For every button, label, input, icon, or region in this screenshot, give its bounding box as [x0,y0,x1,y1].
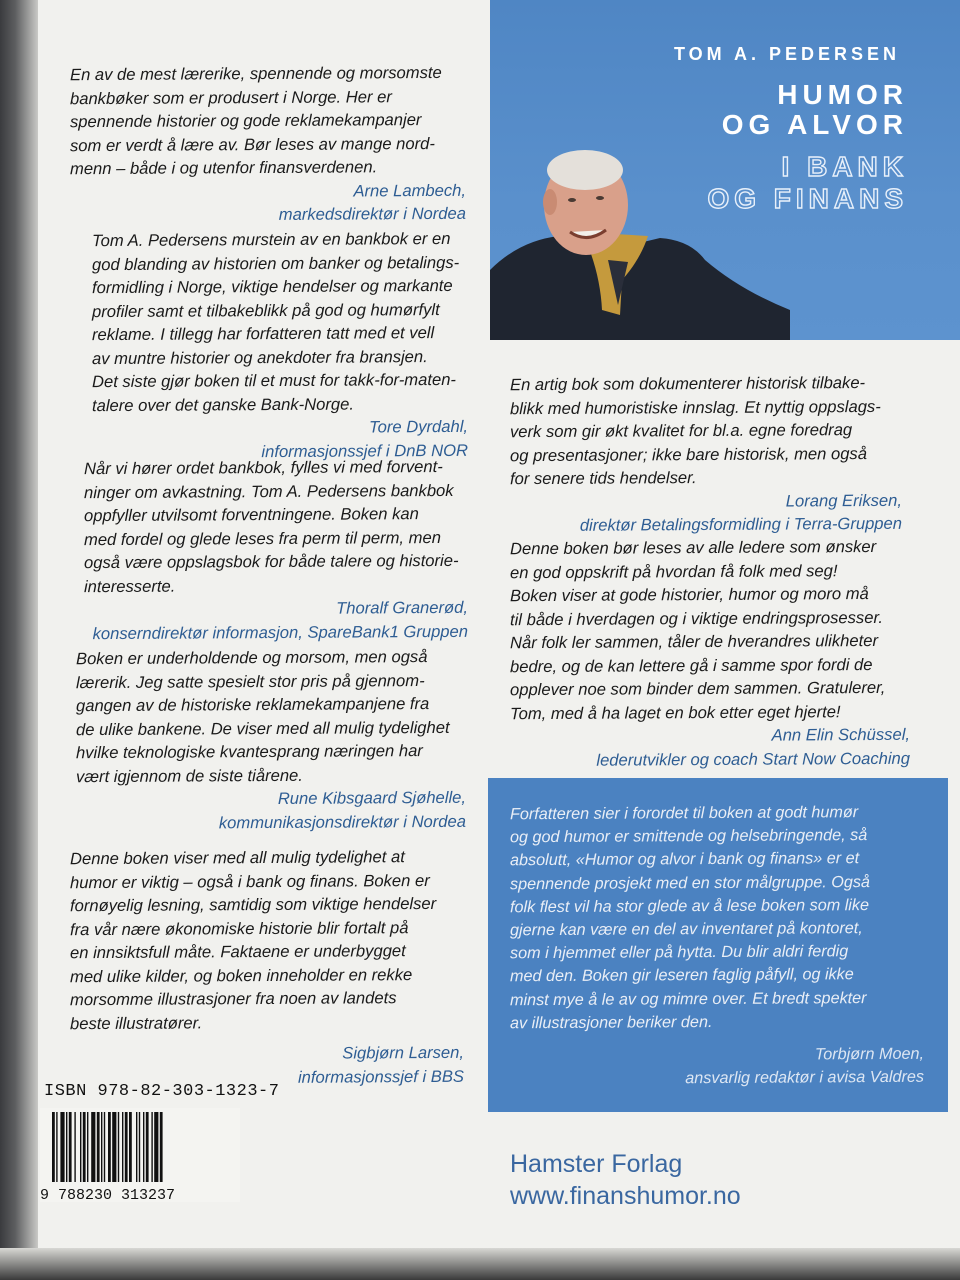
quote-line: Denne boken viser med all mulig tydelighet at [70,847,405,869]
quote-line: Tom, med å ha laget en bok etter eget hjerte! [510,701,841,723]
quote-author: Ann Elin Schüssel, [771,724,910,745]
quote-line: Det siste gjør boken til et must for takk-for-maten- [92,369,456,392]
publisher-name: Hamster Forlag [510,1150,683,1178]
quote-line: Denne boken bør leses av alle ledere som ønsker [510,536,877,559]
quote-line: vært igjennom de siste tiårene. [76,765,303,786]
quote-line: god blanding av historien om banker og betalings- [92,252,460,274]
title-panel [490,0,960,340]
quote-author: Torbjørn Moen, [814,1044,924,1064]
quote-line: menn – både i og utenfor finansverdenen. [70,157,378,179]
quote-author: Thoralf Granerød, [336,597,468,618]
quote-author: Sigbjørn Larsen, [342,1042,464,1063]
quote-block [70,845,464,1090]
quote-line: Tom A. Pedersens murstein av en bankbok er en [92,228,451,251]
cover-spine-shadow [0,0,38,1280]
quote-line: bankbøker som er produsert i Norge. Her er [70,86,392,108]
quote-line: av illustrasjoner beriker den. [510,1012,713,1033]
author-name: TOM A. PEDERSEN [673,44,900,64]
quote-line: gangen av de historiske reklamekampanjene fra [76,694,430,716]
quote-block [70,61,466,228]
quote-block [510,371,902,538]
quote-line: de ulike bankene. De viser med all mulig tydelighet [76,717,450,739]
quote-line: blikk med humoristiske innslag. Et nyttig oppslags- [510,396,881,418]
quote-author-title: markedsdirektør i Nordea [278,203,466,224]
quote-author-title: direktør Betalingsformidling i Terra-Gruppen [579,513,902,535]
quote-line: folk flest vil ha stor glede av å lese boken som like [510,895,870,917]
quote-line: fra vår nære økonomiske historie blir fortalt på [70,917,409,939]
quote-line: En artig bok som dokumenterer historisk tilbake- [510,373,866,395]
quote-line: Når vi hører ordet bankbok, fylles vi med forvent- [84,456,443,479]
quote-line: reklame. I tillegg har forfatteren tatt med et vell [92,323,435,345]
quote-line: hvilke teknologiske kvantesprang næringen har [76,741,423,763]
quote-line: absolutt, «Humor og alvor i bank og finans» er et [510,849,860,870]
quote-line: som er verdt å lære av. Bør leses av mange nord- [70,133,435,155]
book-title-line-1: HUMOR [777,79,908,110]
highlight-quote-box [488,778,948,1112]
quote-author-title: ansvarlig redaktør i avisa Valdres [685,1067,924,1088]
quote-line: verk som gir økt kvalitet for bl.a. egne foredrag [510,420,853,442]
quote-line: Boken er underholdende og morsom, men også [76,647,428,669]
quote-line: Boken viser at gode historier, humor og moro må [510,584,869,606]
quote-block [76,645,466,835]
quote-line: for senere tids hendelser. [510,468,697,489]
quote-line: til både i hverdagen og i viktige endringsprosesser. [510,607,883,629]
author-portrait-photo [490,140,790,340]
quote-line: formidling i Norge, viktige hendelser og markante [92,275,453,298]
quote-line: med ulike kilder, og boken inneholder en rekke [70,964,413,986]
quote-author: Arne Lambech, [353,180,466,200]
quote-line: talere over det ganske Bank-Norge. [92,394,354,415]
quote-line: som i hjemmet eller på hytta. Du blir aldri ferdig [510,942,849,963]
quote-line: bedre, og de kan lettere gå i samme spor fordi de [510,654,873,676]
quote-line: spennende historier og gode reklamekampanjer [70,110,422,132]
quote-line: En av de mest lærerike, spennende og morsomste [70,62,442,85]
quote-line: også være oppslagsbok for både talere og historie- [84,550,459,573]
quote-author: Tore Dyrdahl, [369,416,468,437]
quote-line: og presentasjoner; ikke bare historisk, men også [510,443,867,465]
quote-author-title: kommunikasjonsdirektør i Nordea [218,811,466,832]
barcode-digits: 9 788230 313237 [40,1187,176,1202]
quote-line: morsomme illustrasjoner fra noen av landets [70,988,397,1010]
quote-line: Forfatteren sier i forordet til boken at godt humør [510,803,859,824]
publisher-url: www.finanshumor.no [510,1182,741,1210]
quote-line: interesserte. [84,576,176,596]
isbn-label: ISBN 978-82-303-1323-7 [44,1082,280,1101]
quote-line: oppfyller utvilsomt forventningene. Boken kan [84,504,419,526]
quote-line: en innsiktsfull måte. Faktaene er underbygget [70,941,406,963]
table-surface [0,1248,960,1280]
quote-line: med fordel og glede leses fra perm til perm, men [84,527,441,549]
quote-line: med den. Boken gir leseren faglig påfyll, og ikke [510,965,854,986]
quote-author-title: informasjonssjef i DnB NOR [261,440,468,461]
quote-author-title: lederutvikler og coach Start Now Coaching [596,748,910,770]
quote-block [84,455,468,645]
quote-line: gjerne kan være en del av inventaret på kontoret, [510,919,863,940]
quote-author: Rune Kibsgaard Sjøhelle, [277,787,466,808]
quote-line: spennende prosjekt med en stor målgruppe. Også [510,872,870,893]
quote-line: minst mye å le av og mimre over. Et bredt spekter [510,988,867,1009]
quote-line: humor er viktig – også i bank og finans. Boken er [70,870,430,892]
quote-line: og god humor er smittende og helsebringende, så [510,826,868,847]
quote-block [92,227,468,464]
quote-line: opplever noe som binder dem sammen. Gratulerer, [510,677,886,700]
quote-line: fornøyelig lesning, samtidig som viktige hendelser [70,893,437,916]
quote-line: Når folk ler sammen, tåler de hverandres ulikheter [510,630,878,653]
book-title-line-2: OG ALVOR [721,109,908,140]
quote-line: lærerik. Jeg satte spesielt stor pris på gjennom- [76,670,425,692]
quote-line: en god oppskrift på hvordan få folk med seg! [510,560,838,582]
book-title-line-4: OG FINANS [707,183,908,214]
quote-line: profiler samt et tilbakeblikk på god og humørfylt [92,299,440,321]
quote-author: Lorang Eriksen, [785,490,902,511]
quote-line: av muntre historier og anekdoter fra bransjen. [92,346,428,368]
quote-author-title: konserndirektør informasjon, SpareBank1 Gruppen [92,621,468,643]
quote-author-title: informasjonssjef i BBS [297,1066,464,1087]
quote-block [510,535,910,772]
book-title-line-3: I BANK [781,151,908,182]
barcode-image [40,1108,240,1202]
quote-line: ninger om avkastning. Tom A. Pedersens bankbok [84,480,454,502]
quote-line: beste illustratører. [70,1012,203,1033]
quote-block [510,801,924,1092]
